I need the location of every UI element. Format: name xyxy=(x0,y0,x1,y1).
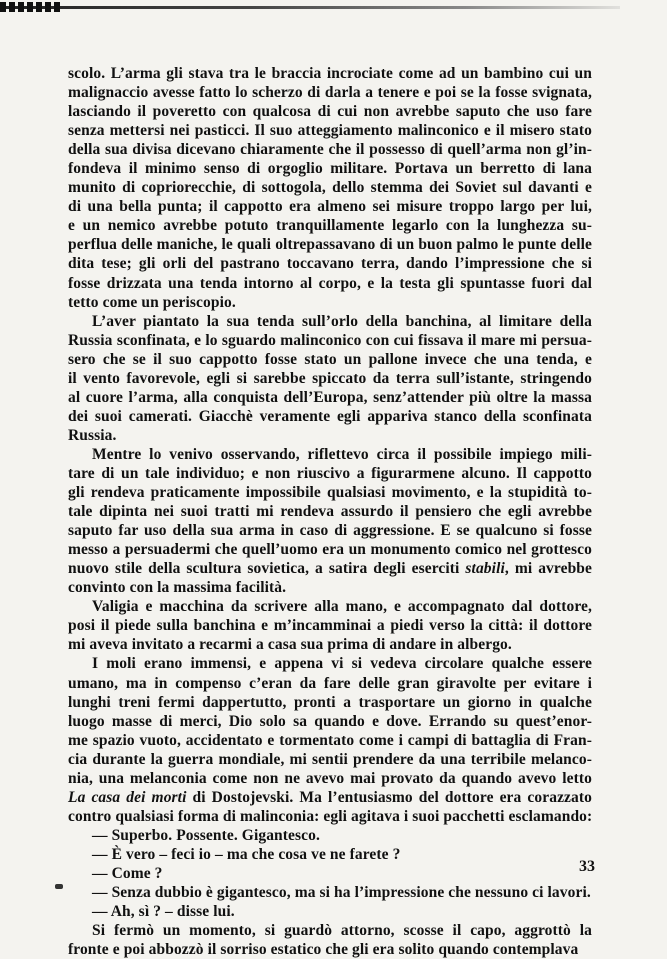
text-line: sero che se il suo cappotto fosse stato un pallone invece che una tenda, e xyxy=(68,350,592,368)
text-line: gli rendeva praticamente impossibile qualsiasi movimento, e la stupidità to- xyxy=(68,484,592,502)
text-line: — Ah, sì ? – disse lui. xyxy=(92,903,235,921)
text-line: della sua divisa dicevano chiaramente che il possesso di quell’arma non gl’in- xyxy=(68,141,592,159)
text-line: — È vero – feci io – ma che cosa ve ne farete ? xyxy=(92,845,401,863)
text-line: nuovo stile della scultura sovietica, a satira degli eserciti stabili, mi avrebbe xyxy=(68,560,592,578)
text-line: La casa dei morti di Dostojevski. Ma l’entusiasmo del dottore era corazzato xyxy=(68,788,592,806)
text-line: saputo far uso della sua arma in caso di aggressione. E se qualcuno si fosse xyxy=(68,522,592,540)
text-line: malignaccio avesse fatto lo scherzo di darla a tenere e poi se la fosse svignata, xyxy=(68,84,592,102)
paragraph xyxy=(68,64,592,312)
text-line: Russia. xyxy=(68,426,117,444)
text-line: dita tese; gli orli del pastrano toccavano terra, dando l’impressione che si xyxy=(68,255,592,273)
paragraph xyxy=(68,445,592,597)
text-line: lasciando il poveretto con qualcosa di cui non avrebbe saputo che uso fare xyxy=(68,103,592,121)
text-line: e un nemico avrebbe potuto tranquillamente legarlo con la lunghezza su- xyxy=(68,217,592,235)
text-line: Russia sconfinata, e lo sguardo malinconico con cui fissava il mare mi persua- xyxy=(68,331,592,349)
paragraph xyxy=(68,597,592,654)
paragraph xyxy=(68,902,592,921)
page-number: 33 xyxy=(579,858,595,875)
text-line: messo a persuadermi che quell’uomo era un monumento comico nel grottesco xyxy=(68,541,592,559)
text-line: il vento favorevole, egli si sarebbe spiccato da terra sull’istante, stringendo xyxy=(68,369,592,387)
top-rule xyxy=(0,6,620,9)
text-line: munito di copriorecchie, di sottogola, dello stemma dei Soviet sul davanti e xyxy=(68,179,592,197)
text-line: al cuore l’arma, alla conquista dell’Europa, senz’attender più oltre la massa xyxy=(68,388,592,406)
text-line: tetto come un periscopio. xyxy=(68,293,236,311)
paragraph xyxy=(68,845,592,864)
text-line: mi aveva invitato a recarmi a casa sua prima di andare in albergo. xyxy=(68,636,512,654)
text-line: Valigia e macchina da scrivere alla mano, e accompagnato dal dottore, xyxy=(92,598,592,616)
text-line: fronte e poi abbozzò il sorriso estatico che gli era solito quando contemplava xyxy=(68,941,579,959)
text-line: contro qualsiasi forma di malinconia: egli agitava i suoi pacchetti esclamando: xyxy=(68,807,593,825)
text-line: luogo masse di merci, Dio solo sa quando e dove. Errando su quest’enor- xyxy=(68,712,592,730)
text-line: lunghi treni fermi dappertutto, pronti a trasportare un giorno in qualche xyxy=(68,693,592,711)
text-line: Si fermò un momento, si guardò attorno, scosse il capo, aggrottò la xyxy=(92,922,592,940)
corner-mark xyxy=(55,884,63,889)
text-line: di una bella punta; il cappotto era almeno sei misure troppo largo per lui, xyxy=(68,198,592,216)
text-line: perflua delle maniche, le quali oltrepassavano di un buon palmo le punte delle xyxy=(68,236,592,254)
text-line: — Superbo. Possente. Gigantesco. xyxy=(92,826,320,844)
text-line: senza mettersi nei pasticci. Il suo atteggiamento malinconico e il misero stato xyxy=(68,122,592,140)
text-line: posi il piede sulla banchina e m’incamminai a piedi verso la città: il dottore xyxy=(68,617,592,635)
text-line: — Senza dubbio è gigantesco, ma si ha l’impressione che nessuno ci lavori. xyxy=(92,884,591,902)
text-line: convinto con la massima facilità. xyxy=(68,579,287,597)
text-line: fondeva il minimo senso di orgoglio militare. Portava un berretto di lana xyxy=(68,160,592,178)
paragraph xyxy=(68,312,592,445)
text-line: cia durante la guerra mondiale, mi sentii prendere da una terribile melanco- xyxy=(68,750,592,768)
text-line: umano, ma in compenso c’eran da fare delle gran giravolte per evitare i xyxy=(68,674,592,692)
text-line: dei suoi camerati. Giacchè veramente egli appariva stanco della sconfinata xyxy=(68,407,592,425)
text-line: — Come ? xyxy=(92,864,163,882)
text-line: tare di un tale individuo; e non riuscivo a figurarmene alcuno. Il cappotto xyxy=(68,464,592,482)
paragraph xyxy=(68,921,592,959)
paragraph xyxy=(68,883,592,902)
text-line: fosse drizzata una tenda intorno al corpo, e la testa gli spuntasse fuori dal xyxy=(68,274,592,292)
text-line: I moli erano immensi, e appena vi si vedeva circolare qualche essere xyxy=(92,655,592,673)
paragraph xyxy=(68,826,592,845)
text-line: scolo. L’arma gli stava tra le braccia incrociate come ad un bambino cui un xyxy=(68,65,592,82)
text-line: tale dipinta nei suoi tratti mi rendeva assurdo il pensiero che egli avrebbe xyxy=(68,503,592,521)
text-line: Mentre lo venivo osservando, riflettevo circa il possibile impiego mili- xyxy=(92,445,592,463)
text-line: me spazio vuoto, accidentato e tormentato come i campi di battaglia di Fran- xyxy=(68,731,592,749)
top-edge-marks xyxy=(0,2,60,12)
body-text xyxy=(68,64,592,959)
text-line: L’aver piantato la sua tenda sull’orlo della banchina, al limitare della xyxy=(92,312,592,330)
paragraph xyxy=(68,654,592,825)
paragraph xyxy=(68,864,592,883)
text-line: nia, una melanconia come non ne avevo mai provato da quando avevo letto xyxy=(68,769,592,787)
